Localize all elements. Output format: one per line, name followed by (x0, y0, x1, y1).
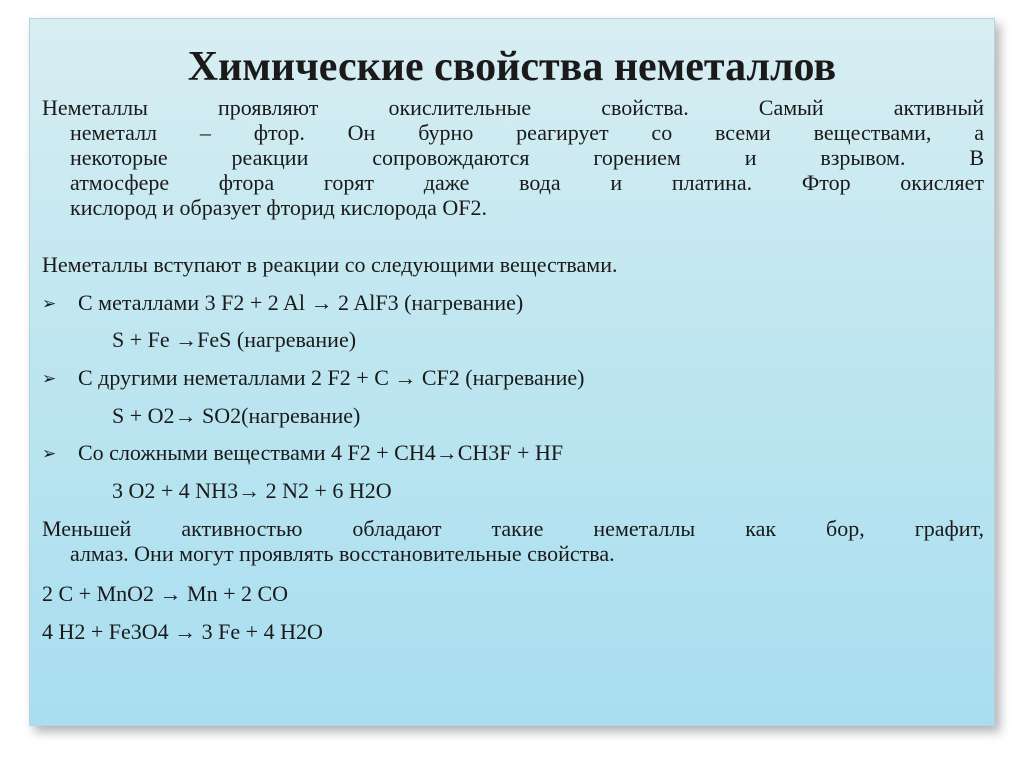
equation-line: 2 C + MnO2 → Mn + 2 CO (42, 581, 289, 606)
bullet-item-complex-substances (42, 440, 563, 467)
paragraph-line: алмаз. Они могут проявлять восстановительные свойства. (70, 541, 615, 566)
bullet-sub-equation: 3 O2 + 4 NH3→ 2 N2 + 6 H2O (112, 478, 392, 503)
bullet-text: С другими неметаллами 2 F2 + C → CF2 (нагревание) (78, 365, 585, 390)
bullet-text: Со сложными веществами 4 F2 + CH4→CH3F + HF (78, 440, 564, 465)
bullet-item-metals (42, 290, 523, 317)
paragraph-line: Меньшей активностью обладают такие неметаллы как бор, графит, (42, 516, 984, 541)
equation-line: 4 H2 + Fe3O4 → 3 Fe + 4 H2O (42, 619, 323, 644)
paragraph-reactions-intro: Неметаллы вступают в реакции со следующими веществами. (42, 252, 618, 277)
paragraph-line: кислород и образует фторид кислорода OF2. (70, 195, 488, 220)
arrowhead-bullet-icon: ➢ (42, 294, 57, 314)
paragraph-line: Неметаллы проявляют окислительные свойства. Самый активный (42, 95, 984, 120)
paragraph-oxidizing-properties (42, 95, 984, 220)
bullet-sub-equation: S + Fe →FeS (нагревание) (112, 327, 357, 352)
paragraph-line: некоторые реакции сопровождаются горением и взрывом. В (70, 145, 984, 170)
bullet-text: С металлами 3 F2 + 2 Al → 2 AlF3 (нагревание) (78, 290, 524, 315)
arrowhead-bullet-icon: ➢ (42, 444, 57, 464)
paragraph-reducing-properties (42, 516, 984, 566)
arrowhead-bullet-icon: ➢ (42, 369, 57, 389)
bullet-item-nonmetals (42, 365, 584, 392)
slide-content (30, 19, 994, 725)
bullet-sub-equation: S + O2→ SO2(нагревание) (112, 403, 361, 428)
paragraph-line: неметалл – фтор. Он бурно реагирует со всеми веществами, а (70, 120, 984, 145)
slide (29, 18, 995, 726)
slide-title: Химические свойства неметаллов (187, 44, 837, 90)
paragraph-line: атмосфере фтора горят даже вода и платина. Фтор окисляет (70, 170, 984, 195)
